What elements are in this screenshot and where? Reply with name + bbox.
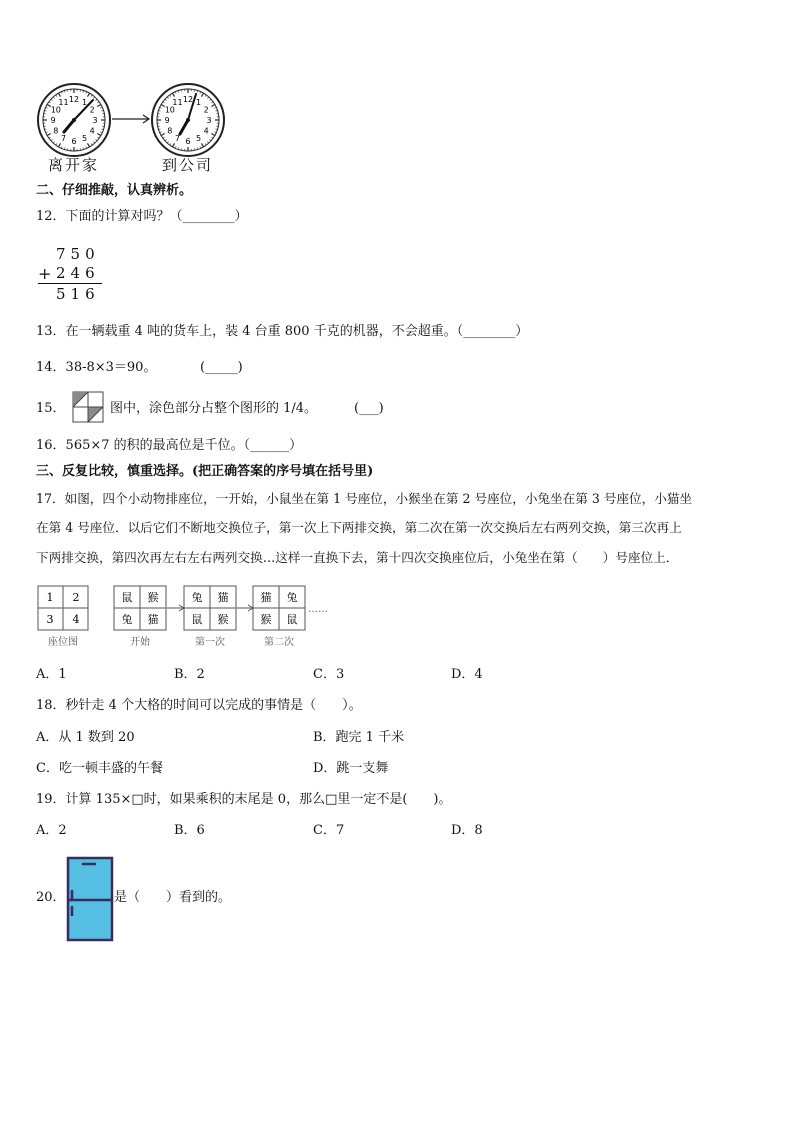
clock-numeral: 12 <box>68 95 80 104</box>
grid-caption: 座位图 <box>48 637 78 648</box>
clock-numeral: 12 <box>182 95 194 104</box>
question-18: 18．秒针走 4 个大格的时间可以完成的事情是（ ）。 <box>36 698 362 713</box>
q19-option-d: D．8 <box>451 823 483 838</box>
seat-grid-start <box>114 586 166 648</box>
seat-cell: 1 <box>46 591 54 604</box>
grid-caption: 开始 <box>130 637 150 648</box>
grid-caption: 第二次 <box>264 637 294 648</box>
question-17-line-3: 下两排交换，第四次再左右左右两列交换…这样一直换下去，第十四次交换座位后，小兔坐在第（ ）号座位上． <box>36 550 679 565</box>
q19-option-b: B．6 <box>174 823 205 838</box>
section-heading-3: 三、反复比较，慎重选择。(把正确答案的序号填在括号里) <box>36 464 374 479</box>
shaded-square-figure <box>72 391 104 423</box>
clock-arrive-office <box>150 82 230 160</box>
q18-option-b: B．跑完 1 千米 <box>313 730 405 745</box>
q18-option-d: D．跳一支舞 <box>313 761 389 776</box>
seat-cell: 鼠 <box>121 591 133 604</box>
section-heading-2: 二、仔细推敲，认真辨析。 <box>36 183 193 198</box>
clock-numeral: 7 <box>60 134 67 144</box>
seat-grid-first <box>184 586 236 648</box>
clock-numeral: 11 <box>172 97 183 107</box>
question-17-line-1: 17．如图，四个小动物排座位，一开始，小鼠坐在第 1 号座位，小猴坐在第 2 号座位，小兔坐在第 3 号座位，小猫坐 <box>36 491 692 506</box>
clock-numeral: 4 <box>203 126 209 136</box>
clock-numeral: 10 <box>164 105 175 115</box>
clock-arrive-label: 到公司 <box>162 156 214 174</box>
clock-numeral: 3 <box>206 116 212 125</box>
clock-numeral: 9 <box>164 116 170 125</box>
seat-cell: 3 <box>46 613 54 626</box>
clock-numeral: 2 <box>89 105 95 115</box>
clock-numeral: 11 <box>58 97 69 107</box>
sum-result: 516 <box>56 285 100 303</box>
question-15-number: 15． <box>36 401 66 416</box>
seat-grid-map <box>38 586 88 648</box>
seat-cell: 兔 <box>286 591 298 604</box>
question-16: 16．565×7 的积的最高位是千位。（______） <box>36 438 303 453</box>
seat-cell: 猴 <box>260 613 272 626</box>
sum-line <box>38 283 102 284</box>
clock-numeral: 9 <box>50 116 56 125</box>
q18-option-c: C．吃一顿丰盛的午餐 <box>36 761 163 776</box>
clock-numeral: 4 <box>89 126 95 136</box>
seat-cell: 猫 <box>147 613 159 626</box>
answer-blank-14: (_____) <box>200 360 243 375</box>
question-12: 12．下面的计算对吗？（________） <box>36 209 248 224</box>
continuation-dots: …… <box>308 604 328 615</box>
clock-numeral: 6 <box>185 137 191 146</box>
question-19: 19．计算 135×□时，如果乘积的末尾是 0，那么□里一定不是( )。 <box>36 792 452 807</box>
seat-cell: 4 <box>72 613 80 626</box>
seat-cell: 猫 <box>217 591 229 604</box>
q17-option-a: A．1 <box>36 667 67 682</box>
question-13: 13．在一辆载重 4 吨的货车上，装 4 台重 800 千克的机器，不会超重。（________） <box>36 324 529 339</box>
q18-option-a: A．从 1 数到 20 <box>36 730 135 745</box>
seat-cell: 兔 <box>121 613 133 626</box>
clock-numeral: 2 <box>203 105 209 115</box>
question-20: 是（ ）看到的。 <box>114 890 232 905</box>
question-15: 图中，涂色部分占整个图形的 1/4。 <box>110 401 318 416</box>
clock-numeral: 8 <box>167 126 173 136</box>
arrow-icon <box>110 112 154 126</box>
plus-sign: + <box>38 264 52 283</box>
q19-option-a: A．2 <box>36 823 67 838</box>
seat-diagram <box>36 584 356 650</box>
seat-cell: 2 <box>72 591 80 604</box>
seat-grid-second <box>253 586 305 648</box>
q17-option-b: B．2 <box>174 667 205 682</box>
seat-cell: 猴 <box>147 591 159 604</box>
q17-option-c: C．3 <box>313 667 345 682</box>
grid-caption: 第一次 <box>195 637 225 648</box>
clock-numeral: 3 <box>92 116 98 125</box>
clock-numeral: 5 <box>81 134 88 144</box>
answer-blank-15: (___) <box>354 401 384 416</box>
clock-numeral: 7 <box>174 134 181 144</box>
q17-option-d: D．4 <box>451 667 483 682</box>
seat-cell: 猫 <box>260 591 272 604</box>
addend-bottom: 246 <box>56 264 100 282</box>
clock-numeral: 5 <box>195 134 202 144</box>
clock-numeral: 1 <box>81 97 88 107</box>
clock-leave-home <box>36 82 116 160</box>
seat-cell: 猴 <box>217 613 229 626</box>
addend-top: 750 <box>56 245 100 263</box>
seat-cell: 鼠 <box>191 613 203 626</box>
seat-cell: 兔 <box>191 591 203 604</box>
question-20-number: 20． <box>36 890 66 905</box>
clock-numeral: 8 <box>53 126 59 136</box>
fridge-front-view <box>66 856 114 942</box>
q19-option-c: C．7 <box>313 823 345 838</box>
seat-cell: 鼠 <box>286 613 298 626</box>
clock-numeral: 6 <box>71 137 77 146</box>
question-17-line-2: 在第 4 号座位．以后它们不断地交换位子，第一次上下两排交换，第二次在第一次交换后左右两列交换，第三次再上 <box>36 520 682 535</box>
clock-leave-label: 离开家 <box>48 156 100 174</box>
clock-numeral: 1 <box>195 97 202 107</box>
question-14: 14．38-8×3＝90。 <box>36 360 157 375</box>
clock-numeral: 10 <box>50 105 61 115</box>
